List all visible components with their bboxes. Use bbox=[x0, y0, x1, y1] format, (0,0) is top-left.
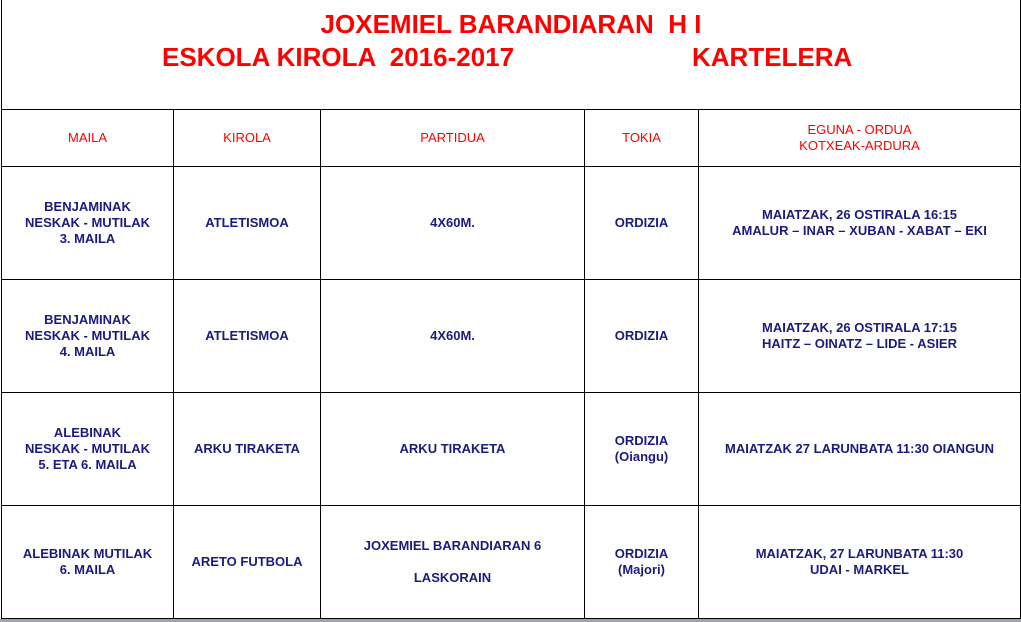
text-line: 6. MAILA bbox=[59, 562, 116, 577]
spacer bbox=[321, 554, 584, 570]
school-title: JOXEMIEL BARANDIARAN H I bbox=[320, 9, 702, 39]
text-line: ALEBINAK bbox=[53, 425, 122, 440]
text-line: MAIATZAK, 27 LARUNBATA 11:30 bbox=[755, 546, 964, 561]
cell-eguna bbox=[699, 167, 1021, 280]
program-title: ESKOLA KIROLA 2016-2017 bbox=[162, 42, 515, 72]
cell-eguna bbox=[699, 393, 1021, 506]
text-line: ORDIZIA bbox=[614, 215, 669, 230]
cell-maila bbox=[2, 506, 174, 619]
text-line: UDAI - MARKEL bbox=[810, 562, 909, 577]
cell-maila bbox=[2, 393, 174, 506]
table-row bbox=[2, 506, 1021, 619]
cell-tokia bbox=[585, 280, 699, 393]
cell-kirola: ATLETISMOA bbox=[174, 167, 321, 280]
cell-eguna bbox=[699, 506, 1021, 619]
text-line: NESKAK - MUTILAK bbox=[25, 215, 150, 230]
table-row bbox=[2, 280, 1021, 393]
header-tokia: TOKIA bbox=[585, 110, 699, 167]
schedule-table bbox=[1, 109, 1021, 619]
cell-partidua bbox=[321, 280, 585, 393]
table-row bbox=[2, 167, 1021, 280]
cell-kirola: ATLETISMOA bbox=[174, 280, 321, 393]
text-line: JOXEMIEL BARANDIARAN 6 bbox=[363, 538, 542, 553]
text-line: (Majori) bbox=[618, 562, 665, 577]
text-line: HAITZ – OINATZ – LIDE - ASIER bbox=[761, 336, 957, 351]
text-line: NESKAK - MUTILAK bbox=[25, 441, 150, 456]
text-line: ARKU TIRAKETA bbox=[399, 441, 506, 456]
text-line: BENJAMINAK bbox=[44, 199, 131, 214]
text-line: 3. MAILA bbox=[59, 231, 116, 246]
header-row bbox=[2, 110, 1021, 167]
kartelera-title: KARTELERA bbox=[692, 42, 853, 72]
text-line: ALEBINAK MUTILAK bbox=[22, 546, 153, 561]
cell-partidua bbox=[321, 393, 585, 506]
text-line: MAIATZAK, 26 OSTIRALA 16:15 bbox=[761, 207, 958, 222]
header-eguna-line: EGUNA - ORDUA bbox=[807, 122, 912, 137]
text-line: 4. MAILA bbox=[59, 344, 116, 359]
cell-tokia bbox=[585, 393, 699, 506]
text-line: AMALUR – INAR – XUBAN - XABAT – EKI bbox=[732, 223, 987, 238]
text-line: 5. ETA 6. MAILA bbox=[38, 457, 137, 472]
title-block bbox=[0, 0, 1019, 109]
cell-maila bbox=[2, 280, 174, 393]
cell-partidua bbox=[321, 506, 585, 619]
cell-tokia bbox=[585, 167, 699, 280]
cell-tokia bbox=[585, 506, 699, 619]
header-maila: MAILA bbox=[2, 110, 174, 167]
text-line: NESKAK - MUTILAK bbox=[25, 328, 150, 343]
text-line: 4X60M. bbox=[430, 215, 475, 230]
table-row bbox=[2, 393, 1021, 506]
text-line: ORDIZIA bbox=[614, 433, 669, 448]
text-line: BENJAMINAK bbox=[44, 312, 131, 327]
header-kirola: KIROLA bbox=[174, 110, 321, 167]
text-line: MAIATZAK 27 LARUNBATA 11:30 OIANGUN bbox=[725, 441, 994, 456]
cell-maila bbox=[2, 167, 174, 280]
header-kotxeak-line: KOTXEAK-ARDURA bbox=[799, 138, 920, 153]
text-line: (Oiangu) bbox=[614, 449, 669, 464]
cell-kirola: ARETO FUTBOLA bbox=[174, 506, 321, 619]
header-eguna bbox=[699, 110, 1021, 167]
text-line: 4X60M. bbox=[430, 328, 475, 343]
text-line: MAIATZAK, 26 OSTIRALA 17:15 bbox=[761, 320, 958, 335]
cell-kirola: ARKU TIRAKETA bbox=[174, 393, 321, 506]
cell-eguna bbox=[699, 280, 1021, 393]
text-line: ORDIZIA bbox=[614, 328, 669, 343]
header-partidua: PARTIDUA bbox=[321, 110, 585, 167]
text-line: ORDIZIA bbox=[614, 546, 669, 561]
text-line: LASKORAIN bbox=[413, 570, 492, 585]
cell-partidua bbox=[321, 167, 585, 280]
